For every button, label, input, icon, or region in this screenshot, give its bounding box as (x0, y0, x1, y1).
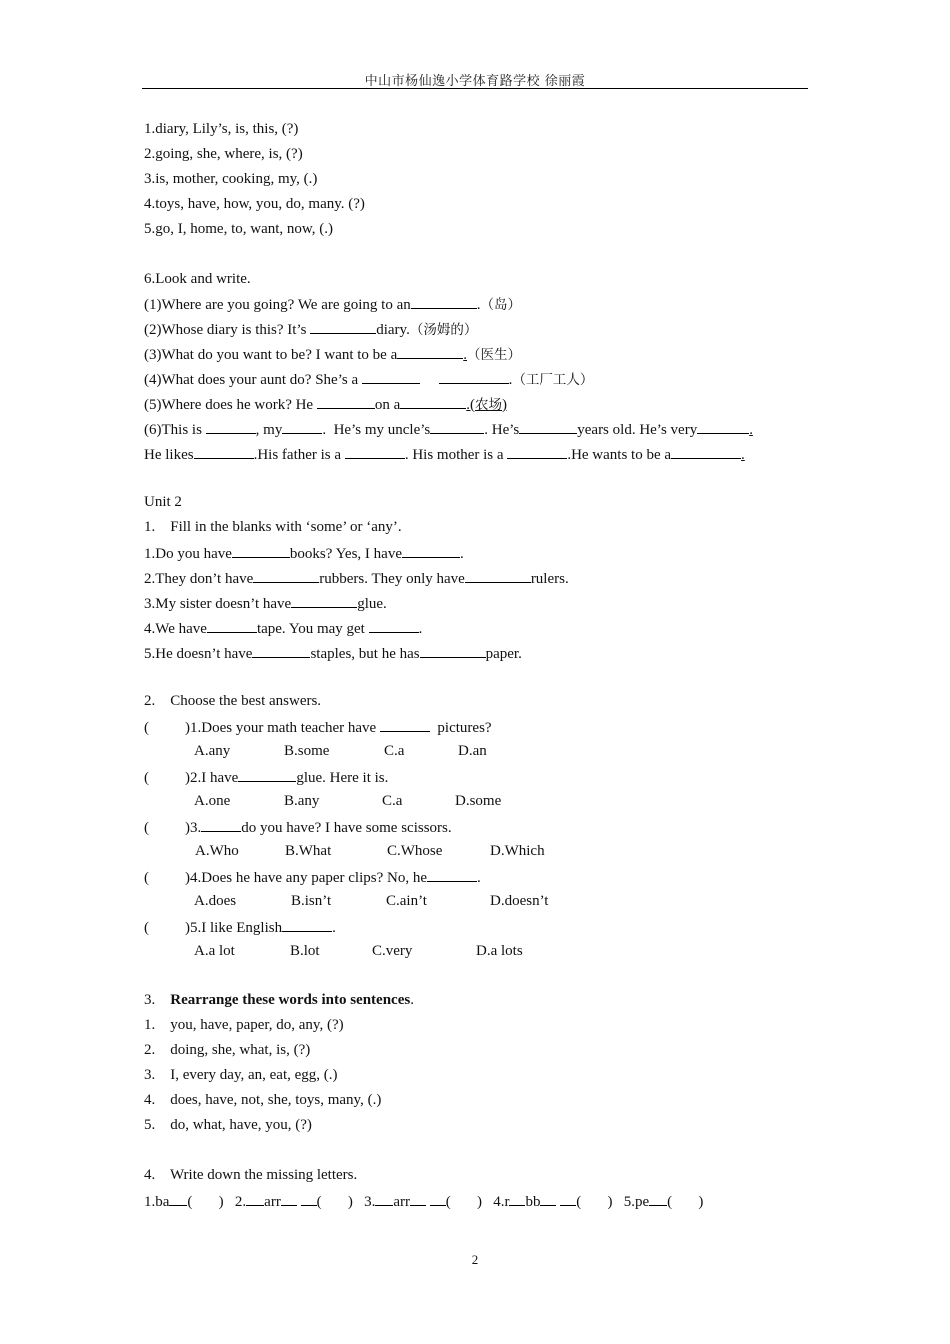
text: .His father is a (253, 447, 345, 463)
text: glue. Here it is. (296, 770, 389, 786)
answer-paren: ( (144, 870, 149, 886)
text: bb (525, 1194, 541, 1210)
option-a: A.a lot (194, 943, 235, 959)
option-b: B.lot (290, 943, 320, 959)
text: (2)Whose diary is this? It’s (144, 322, 311, 338)
blank (362, 369, 420, 384)
blank (282, 419, 322, 434)
section-number: 3. (144, 992, 171, 1008)
option-c: C.a (384, 743, 405, 759)
section-heading: Rearrange these words into sentences (170, 992, 411, 1008)
text: diary. (376, 322, 410, 338)
mc-question (144, 917, 336, 937)
list-item: 3. I, every day, an, eat, egg, (.) (144, 1067, 338, 1083)
blank (560, 1191, 576, 1206)
text: , my (255, 422, 283, 438)
mc-question (144, 767, 388, 787)
option-a: A.does (194, 893, 237, 909)
text: rubbers. They only have (319, 571, 465, 587)
text: ( ) 4.r (445, 1194, 510, 1210)
text: tape. You may get (256, 621, 369, 637)
header-rule (142, 88, 808, 89)
question-line (144, 369, 593, 389)
list-item: 2.going, she, where, is, (?) (144, 146, 303, 162)
blank (232, 543, 290, 558)
text: . (476, 297, 481, 313)
option-b: B.some (284, 743, 330, 759)
text: . He’s my uncle’s (322, 422, 431, 438)
hint-group (466, 397, 507, 413)
hint: （工厂工人） (512, 372, 594, 388)
text: (3)What do you want to be? I want to be a (144, 347, 398, 363)
blank (430, 1191, 446, 1206)
text: rulers. (530, 571, 569, 587)
blank (540, 1191, 556, 1206)
list-item: 4. does, have, not, she, toys, many, (.) (144, 1092, 382, 1108)
question-line (144, 1191, 703, 1211)
blank (402, 543, 460, 558)
blank (194, 444, 254, 459)
question-line (144, 643, 522, 663)
blank (507, 444, 567, 459)
option-b: B.What (285, 843, 332, 859)
blank (397, 344, 463, 359)
text: years old. He’s very (577, 422, 698, 438)
question-line (144, 419, 753, 439)
blank (411, 294, 477, 309)
page-number: 2 (471, 1252, 479, 1267)
blank (519, 419, 577, 434)
blank (380, 717, 430, 732)
text: )5.I like English (185, 920, 283, 936)
text: .He wants to be a (567, 447, 672, 463)
blank (369, 618, 419, 633)
text: staples, but he has (310, 646, 420, 662)
hint: （汤姆的） (409, 322, 478, 338)
blank (465, 568, 531, 583)
text: glue. (357, 596, 387, 612)
option-c: C.ain’t (386, 893, 427, 909)
text: 2.They don’t have (144, 571, 254, 587)
blank (410, 1191, 426, 1206)
text: 4.We have (144, 621, 207, 637)
mc-question (144, 817, 452, 837)
blank (400, 394, 466, 409)
section-title: 1. Fill in the blanks with ‘some’ or ‘any’. (144, 519, 402, 535)
page-header: 中山市杨仙逸小学体育路学校 徐丽霞 (364, 74, 586, 89)
question-line (144, 319, 477, 339)
blank (310, 319, 376, 334)
blank (291, 593, 357, 608)
text: . (477, 870, 481, 886)
option-d: D.Which (490, 843, 545, 859)
list-item: 2. doing, she, what, is, (?) (144, 1042, 311, 1058)
text: ( ) (667, 1194, 704, 1210)
answer-paren: ( (144, 820, 149, 836)
question-line (144, 444, 745, 464)
text: )1.Does your math teacher have (185, 720, 380, 736)
text: . (463, 347, 467, 363)
text: books? Yes, I have (289, 546, 402, 562)
answer-paren: ( (144, 920, 149, 936)
text: He likes (144, 447, 194, 463)
option-d: D.doesn’t (490, 893, 549, 909)
text: 5.He doesn’t have (144, 646, 253, 662)
blank (281, 1191, 297, 1206)
text: arr (264, 1194, 281, 1210)
text: 1.ba (144, 1194, 170, 1210)
blank (375, 1191, 393, 1206)
blank (238, 767, 296, 782)
text: pictures? (429, 720, 492, 736)
blank (649, 1191, 667, 1206)
option-c: C.very (372, 943, 413, 959)
blank (427, 867, 477, 882)
blank (439, 369, 509, 384)
text: ( ) 5.pe (576, 1194, 650, 1210)
blank (206, 419, 256, 434)
blank (317, 394, 375, 409)
hint: 农场 (475, 397, 503, 413)
blank (169, 1191, 187, 1206)
hint: （岛） (480, 297, 521, 313)
text: (1)Where are you going? We are going to an (144, 297, 411, 313)
mc-question (144, 867, 481, 887)
text: ( ) 2. (187, 1194, 247, 1210)
blank (430, 419, 484, 434)
question-line (144, 294, 521, 314)
blank (697, 419, 749, 434)
text: )3. (185, 820, 202, 836)
text: . (332, 920, 336, 936)
text: do you have? I have some scissors. (241, 820, 452, 836)
text: paper. (485, 646, 522, 662)
text: 3.My sister doesn’t have (144, 596, 292, 612)
text: .( (466, 397, 476, 413)
option-c: C.a (382, 793, 403, 809)
text: . (741, 447, 745, 463)
option-a: A.any (194, 743, 231, 759)
option-d: D.an (458, 743, 487, 759)
list-item: 1.diary, Lily’s, is, this, (?) (144, 121, 299, 137)
blank (207, 618, 257, 633)
option-a: A.Who (195, 843, 239, 859)
section-title: 2. Choose the best answers. (144, 693, 322, 709)
option-d: D.some (455, 793, 502, 809)
text: arr (393, 1194, 410, 1210)
text: . (459, 546, 464, 562)
list-item: 3.is, mother, cooking, my, (.) (144, 171, 318, 187)
blank (509, 1191, 525, 1206)
question-line (144, 568, 569, 588)
text: (6)This is (144, 422, 206, 438)
question-line (144, 593, 387, 613)
text: . (749, 422, 753, 438)
list-item: 5. do, what, have, you, (?) (144, 1117, 312, 1133)
text: . (508, 372, 513, 388)
text: )4.Does he have any paper clips? No, he (185, 870, 427, 886)
text: . His mother is a (404, 447, 508, 463)
option-b: B.any (284, 793, 320, 809)
option-b: B.isn’t (291, 893, 332, 909)
blank (201, 817, 241, 832)
blank (345, 444, 405, 459)
text: . (418, 621, 423, 637)
section-title: 6.Look and write. (144, 271, 251, 287)
text: . (410, 992, 414, 1008)
text: 1.Do you have (144, 546, 232, 562)
blank (253, 568, 319, 583)
blank (282, 917, 332, 932)
section-title (144, 991, 414, 1009)
question-line (144, 394, 507, 414)
blank (420, 643, 486, 658)
option-a: A.one (194, 793, 231, 809)
option-c: C.Whose (387, 843, 443, 859)
text: (5)Where does he work? He (144, 397, 317, 413)
blank (671, 444, 741, 459)
list-item: 5.go, I, home, to, want, now, (.) (144, 221, 333, 237)
option-d: D.a lots (476, 943, 523, 959)
answer-paren: ( (144, 770, 149, 786)
question-line (144, 618, 422, 638)
list-item: 4.toys, have, how, you, do, many. (?) (144, 196, 365, 212)
mc-question (144, 717, 492, 737)
text: . He’s (484, 422, 520, 438)
unit-title: Unit 2 (144, 494, 182, 510)
text: (4)What does your aunt do? She’s a (144, 372, 362, 388)
blank (301, 1191, 317, 1206)
text: ) (502, 397, 508, 413)
blank (246, 1191, 264, 1206)
text: on a (374, 397, 401, 413)
list-item: 1. you, have, paper, do, any, (?) (144, 1017, 344, 1033)
question-line (144, 543, 464, 563)
section-title: 4. Write down the missing letters. (144, 1167, 358, 1183)
blank (252, 643, 310, 658)
text: )2.I have (185, 770, 239, 786)
hint: （医生） (467, 347, 521, 363)
question-line (144, 344, 521, 364)
answer-paren: ( (144, 720, 149, 736)
text: ( ) 3. (316, 1194, 376, 1210)
